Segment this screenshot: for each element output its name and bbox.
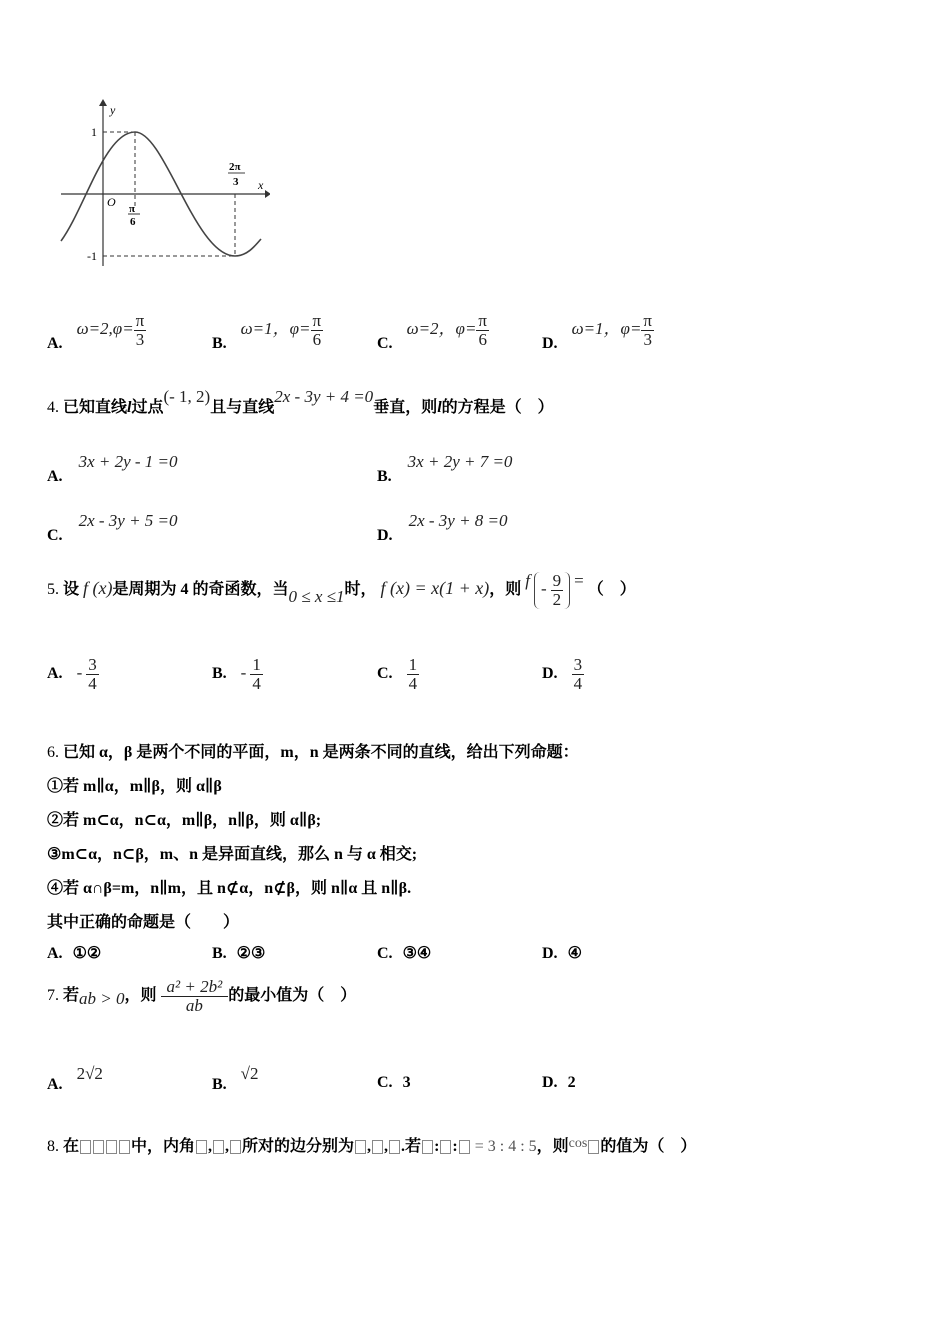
x-tick1-den: 6 [130,216,136,228]
q7-option-d[interactable]: D. 2 [542,1074,576,1091]
option-text: ω=1，φ= [240,319,311,339]
y-tick-top: 1 [91,125,97,139]
y-axis-arrow [99,99,107,106]
q5-option-b[interactable]: B. - $\frac{1}{4}$ [212,655,261,693]
x-tick1-num: π [129,203,136,215]
option-text: ω=2，φ= [406,319,477,339]
q6-proposition-4: ④若 α∩β=m，n∥m，且 n⊄α，n⊄β，则 n∥α 且 n∥β. [47,880,412,897]
q6-proposition-3: ③m⊂α，n⊂β，m、n 是异面直线，那么 n 与 α 相交; [47,846,418,863]
question-4-stem: 4. 已知直线l过点(- 1, 2)且与直线2x - 3y + 4 =0垂直，则l的方程是（ ） [47,387,554,416]
q5-option-a[interactable]: A. - $\frac{3}{4}$ [47,655,97,693]
q6-option-d[interactable]: D. ④ [542,945,582,962]
missing-glyph-box [80,1140,91,1154]
q7-option-b[interactable]: B. √2 [212,1064,259,1093]
q5-option-c[interactable]: C. $\frac{1}{4}$ [377,655,418,693]
x-tick2-den: 3 [233,176,239,188]
option-fraction: $\frac{\pi}{6}$ [312,311,322,349]
question-7-stem: 7. 若ab > 0，则 $\frac{\text{a² + 2b²}}{ab}$ 的最小值为（ ） [47,977,357,1015]
q3-option-d[interactable] [542,311,654,353]
q3-option-c[interactable] [377,311,489,353]
question-8-stem: 8. 在 中，内角 , , 所对的边分别为 , , .若 : : = 3 : 4 : 5，则cos 的值为（ ） [47,1136,697,1155]
option-text: ω=1，φ= [571,319,642,339]
option-text: ω=2,φ= [76,319,134,339]
q6-option-c[interactable]: C. ③④ [377,945,432,962]
q6-option-a[interactable]: A. ①② [47,945,102,962]
q4-option-c[interactable]: C. 2x - 3y + 5 =0 [47,511,178,544]
q4-option-a[interactable]: A. 3x + 2y - 1 =0 [47,452,178,485]
y-tick-bottom: -1 [87,249,97,263]
option-letter: D. [542,335,558,353]
x-axis-arrow [265,190,270,198]
q7-option-a[interactable]: A. 2√2 [47,1064,103,1093]
x-axis-label: x [258,178,264,192]
option-letter: A. [47,335,63,353]
q6-proposition-2: ②若 m⊂α，n⊂α，m∥β，n∥β，则 α∥β; [47,812,322,829]
q4-option-b[interactable]: B. 3x + 2y + 7 =0 [377,452,513,485]
option-letter: C. [377,335,393,353]
q7-option-c[interactable]: C. 3 [377,1074,411,1091]
q4-option-d[interactable]: D. 2x - 3y + 8 =0 [377,511,508,544]
sine-graph [55,98,270,270]
q6-option-b[interactable]: B. ②③ [212,945,266,962]
x-tick2-num: 2π [229,161,241,173]
question-5-stem: 5. 设 f (x)是周期为 4 的奇函数，当0 ≤ x ≤1时， f (x) = x(1 + x)，则 f - $\frac{9}{2}$ = （ ） [47,571,636,609]
q3-option-b[interactable] [212,311,323,353]
option-fraction: $\frac{\pi}{3}$ [135,311,145,349]
origin-label: O [107,195,116,209]
y-axis-label: y [110,103,116,117]
q6-proposition-1: ①若 m∥α，m∥β，则 α∥β [47,778,222,795]
q3-option-a[interactable] [47,311,146,353]
q6-ask: 其中正确的命题是（ ） [47,914,240,931]
question-6-stem: 6. 已知 α，β 是两个不同的平面，m，n 是两条不同的直线，给出下列命题： [47,744,579,761]
q5-option-d[interactable]: D. $\frac{3}{4}$ [542,655,583,693]
option-fraction: $\frac{\pi}{3}$ [643,311,653,349]
option-fraction: $\frac{\pi}{6}$ [478,311,488,349]
option-letter: B. [212,335,227,353]
